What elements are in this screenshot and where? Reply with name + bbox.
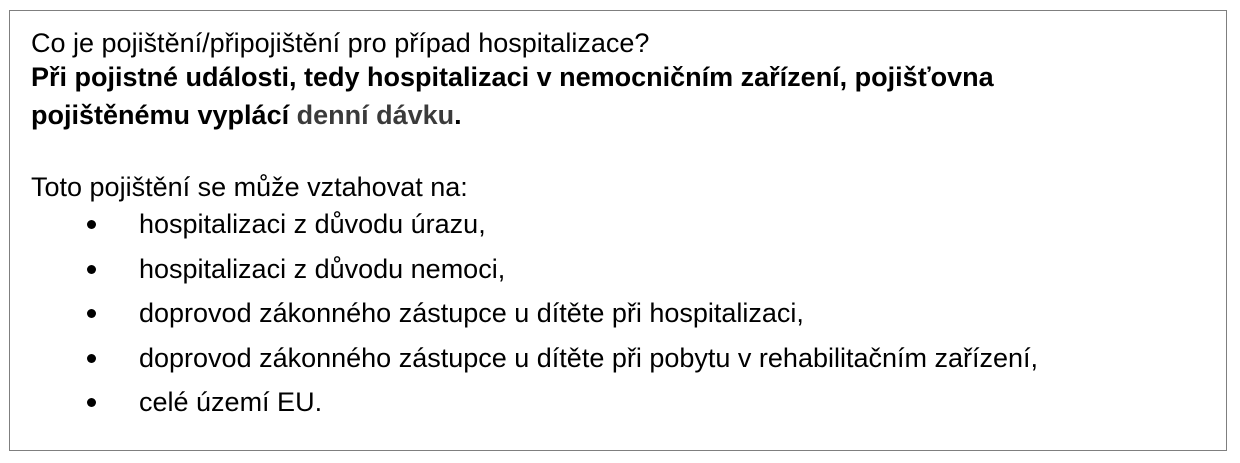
answer-line-2-start: pojištěnému vyplácí [31,100,297,130]
answer-line-1: Při pojistné události, tedy hospitalizaci v nemocničním zařízení, pojišťovna [31,62,994,92]
list-item-text: doprovod zákonného zástupce u dítěte při hospitalizaci, [139,298,804,328]
list-item-text: hospitalizaci z důvodu nemoci, [139,253,506,284]
bullet-icon [87,309,96,318]
list-item-text: hospitalizaci z důvodu úrazu, [139,209,486,239]
bullet-icon [87,220,96,229]
answer-line-2-end: . [454,100,462,130]
question-heading: Co je pojištění/připojištění pro případ hospitalizace? [31,28,650,58]
list-item-text: celé území EU. [139,387,323,417]
answer-line-2 [31,98,462,132]
coverage-intro: Toto pojištění se může vztahovat na: [31,172,468,202]
bullet-icon [87,354,96,363]
bullet-icon [87,398,96,407]
daily-benefit-highlight: denní dávku [296,100,455,130]
list-item-text: doprovod zákonného zástupce u dítěte při pobytu v rehabilitačním zařízení, [139,342,1039,373]
bullet-icon [87,265,96,274]
